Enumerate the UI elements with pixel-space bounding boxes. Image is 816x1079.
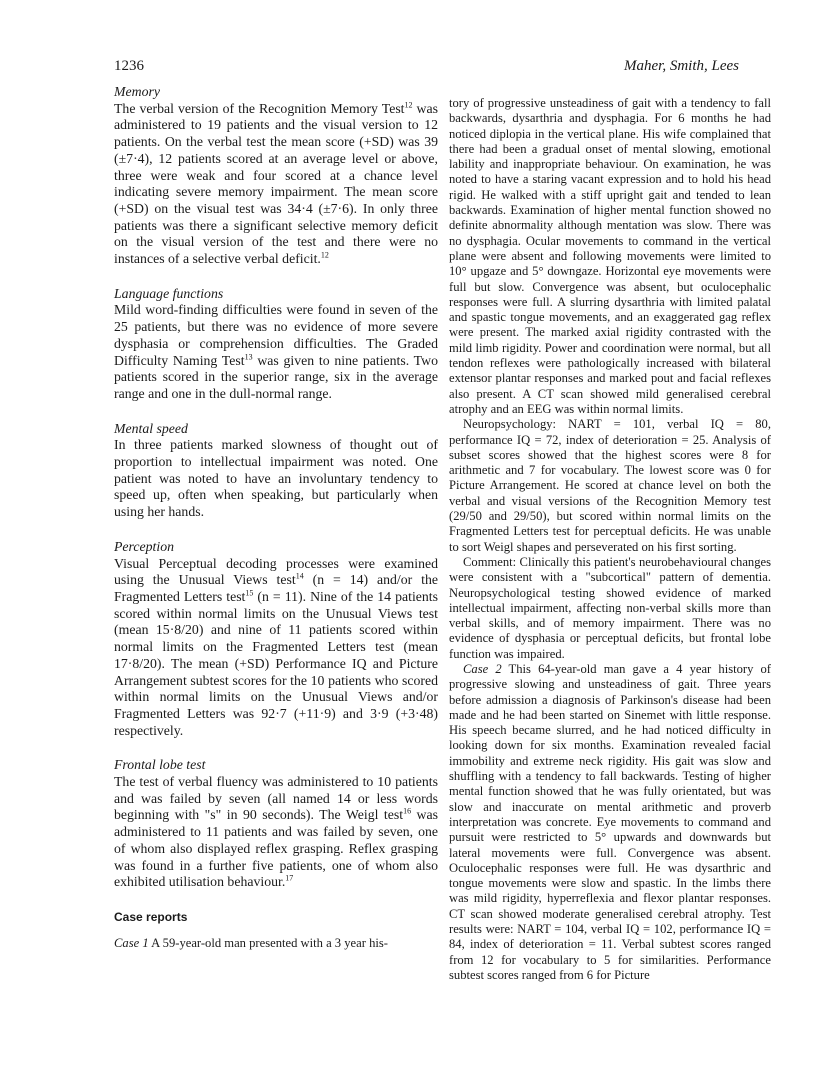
reference-marker: 15 [245,588,254,598]
section-heading-language: Language functions [114,285,224,301]
mental-speed-paragraph: In three patients marked slowness of thought out of proportion to intellectual impairment was noted. One patient was noted to have an involuntary tendency to speed up, often when speaking, but particularly when using her hands. [114,437,438,520]
section-heading-memory: Memory [114,84,160,99]
section-heading-case-reports: Case reports [114,909,188,924]
page-number: 1236 [114,58,144,74]
reference-marker: 12 [320,250,329,260]
reference-marker: 12 [404,100,413,110]
language-paragraph: Mild word-finding difficulties were found in seven of the 25 patients, but there was no evidence of more severe dysphasia or comprehension difficulties. The Graded Difficulty Naming Test$^{13}$ was given to nine patients. Two patients scored in the superior range, six in the average range and one in the dull-normal range. [114,302,439,401]
case2-paragraph: Case 2 This 64-year-old man gave a 4 year history of progressive slowing and unsteadiness of gait. Three years before admission a diagnosis of Parkinson's disease had been made and he had been started on Sinemet with little response. His speech became slurred, and he had noticed difficulty in looking down for six months. Examination revealed facial immobility and extreme neck rigidity. His gait was slow and shuffling with a tendency to fall backwards. Testing of higher mental function showed that he was fully orientated, but was slow and inaccurate on mental arithmetic and proverb interpretation was concrete. Eye movements to command and pursuit were restricted to 5° upwards and downwards but lateral movements were full. Convergence was absent. Oculocephalic responses were full. He was dysarthric and tongue movements were slow and spastic. In the limbs there was mild rigidity, hyperreflexia and flexor plantar responses. CT scan showed moderate generalised cerebral atrophy. Test results were: NART = 104, verbal IQ = 102, performance IQ = 84, index of deterioration = 11. Verbal subtest scores ranged from 12 for vocabulary to 5 for similarities. Performance subtest scores ranged from 6 for Picture [449,661,772,982]
section-heading-perception: Perception [114,538,175,554]
left-column [114,84,438,951]
comment-paragraph: Comment: Clinically this patient's neurobehavioural changes were consistent with a "subcortical" pattern of dementia. Neuropsychological testing showed evidence of marked intellectual impairment, affecting non-verbal skills more than verbal skills, and of memory impairment. There was no evidence of dysphasia or perceptual deficits, but frontal lobe function was impaired. [449,554,771,661]
frontal-lobe-paragraph: The test of verbal fluency was administered to 10 patients and was failed by seven (all named 14 or less words beginning with "s" in 90 seconds). The Weigl test$^{16}$ was administered to 11 patients and was failed by seven, one of whom also displayed reflex grasping. Reflex grasping was found in a further five patients, one of whom also exhibited utilisation behaviour.$^{17}$ [114,774,439,890]
perception-paragraph: Visual Perceptual decoding processes were examined using the Unusual Views test$^{14}$ (n = 14) and/or the Fragmented Letters test$^{15}$ (n = 11). Nine of the 14 patients scored within normal limits on the Unusual Views test (mean 15·8/20) and nine of 11 patients scored within normal limits on the Fragmented Letters test (mean 17·8/20). The mean (+SD) Performance IQ and Picture Arrangement subtest scores for the 10 patients who scored within normal limits on the Unusual Views and/or Fragmented Letters was 92·7 (+11·9) and 3·9 (+3·48) respectively. [114,555,439,738]
case1-label: Case 1 [114,935,149,950]
reference-marker: 16 [403,806,412,816]
memory-paragraph: The verbal version of the Recognition Memory Test$^{12}$ was administered to 19 patients and the visual version to 12 patients. On the verbal test the mean score (+SD) was 39 (±7·4), 12 patients scored at an average level or above, three were weak and four scored at a chance level indicating severe memory impairment. The mean score (+SD) on the visual test was 34·4 (±7·6). In only three patients was there a significant selective memory deficit on the visual version of the test and there were no instances of a selective verbal deficit.$^{12}$ [114,100,439,267]
case1-intro: Case 1 A 59-year-old man presented with a 3 year his- [114,935,388,950]
reference-marker: 14 [295,571,304,581]
section-heading-mental-speed: Mental speed [114,420,188,436]
section-heading-frontal-lobe: Frontal lobe test [114,757,206,773]
reference-marker: 17 [285,873,294,883]
right-column [449,96,771,983]
running-header-authors: Maher, Smith, Lees [624,58,739,74]
case2-label: Case 2 [463,661,502,676]
case1-continued-paragraph: tory of progressive unsteadiness of gait with a tendency to fall backwards, dysarthria and dysphagia. For 6 months he had noticed diplopia in the vertical plane. His wife complained that there had been a gradual onset of mental slowing, emotional lability and inappropriate behaviour. On examination, he was noted to have a staring vacant expression and to hold his head rigid. He walked with a stiff upright gait and tended to lean backwards. Examination of higher mental function showed no definite abnormality although mentation was slow. There was no dysphagia. Ocular movements to command in the vertical plane were absent and following movements were limited to 10° upgaze and 5° downgaze. Horizontal eye movements were full but slow. Convergence was absent, but oculocephalic responses were full. A slurring dysarthria with limited palatal and spastic tongue movements, and an exaggerated gag reflex were present. The marked axial rigidity contrasted with the mild limb rigidity. Power and coordination were normal, but all tendon reflexes were pathologically increased with bilateral extensor plantar responses and marked pout and facial reflexes also present. A CT scan showed mild generalised cerebral atrophy and an EEG was within normal limits. [449,96,771,416]
neuropsychology-paragraph: Neuropsychology: NART = 101, verbal IQ = 80, performance IQ = 72, index of deterioration = 25. Analysis of subset scores showed that the highest scores were 8 for arithmetic and 7 for vocabulary. The lowest score was 0 for Picture Arrangement. He scored at chance level on both the verbal and visual versions of the Recognition Memory test (29/50 and 29/50), but scored within normal limits on the Fragmented Letters test for perceptual deficits. He was unable to sort Weigl shapes and perseverated on his first sorting. [449,417,771,554]
reference-marker: 13 [244,351,253,361]
